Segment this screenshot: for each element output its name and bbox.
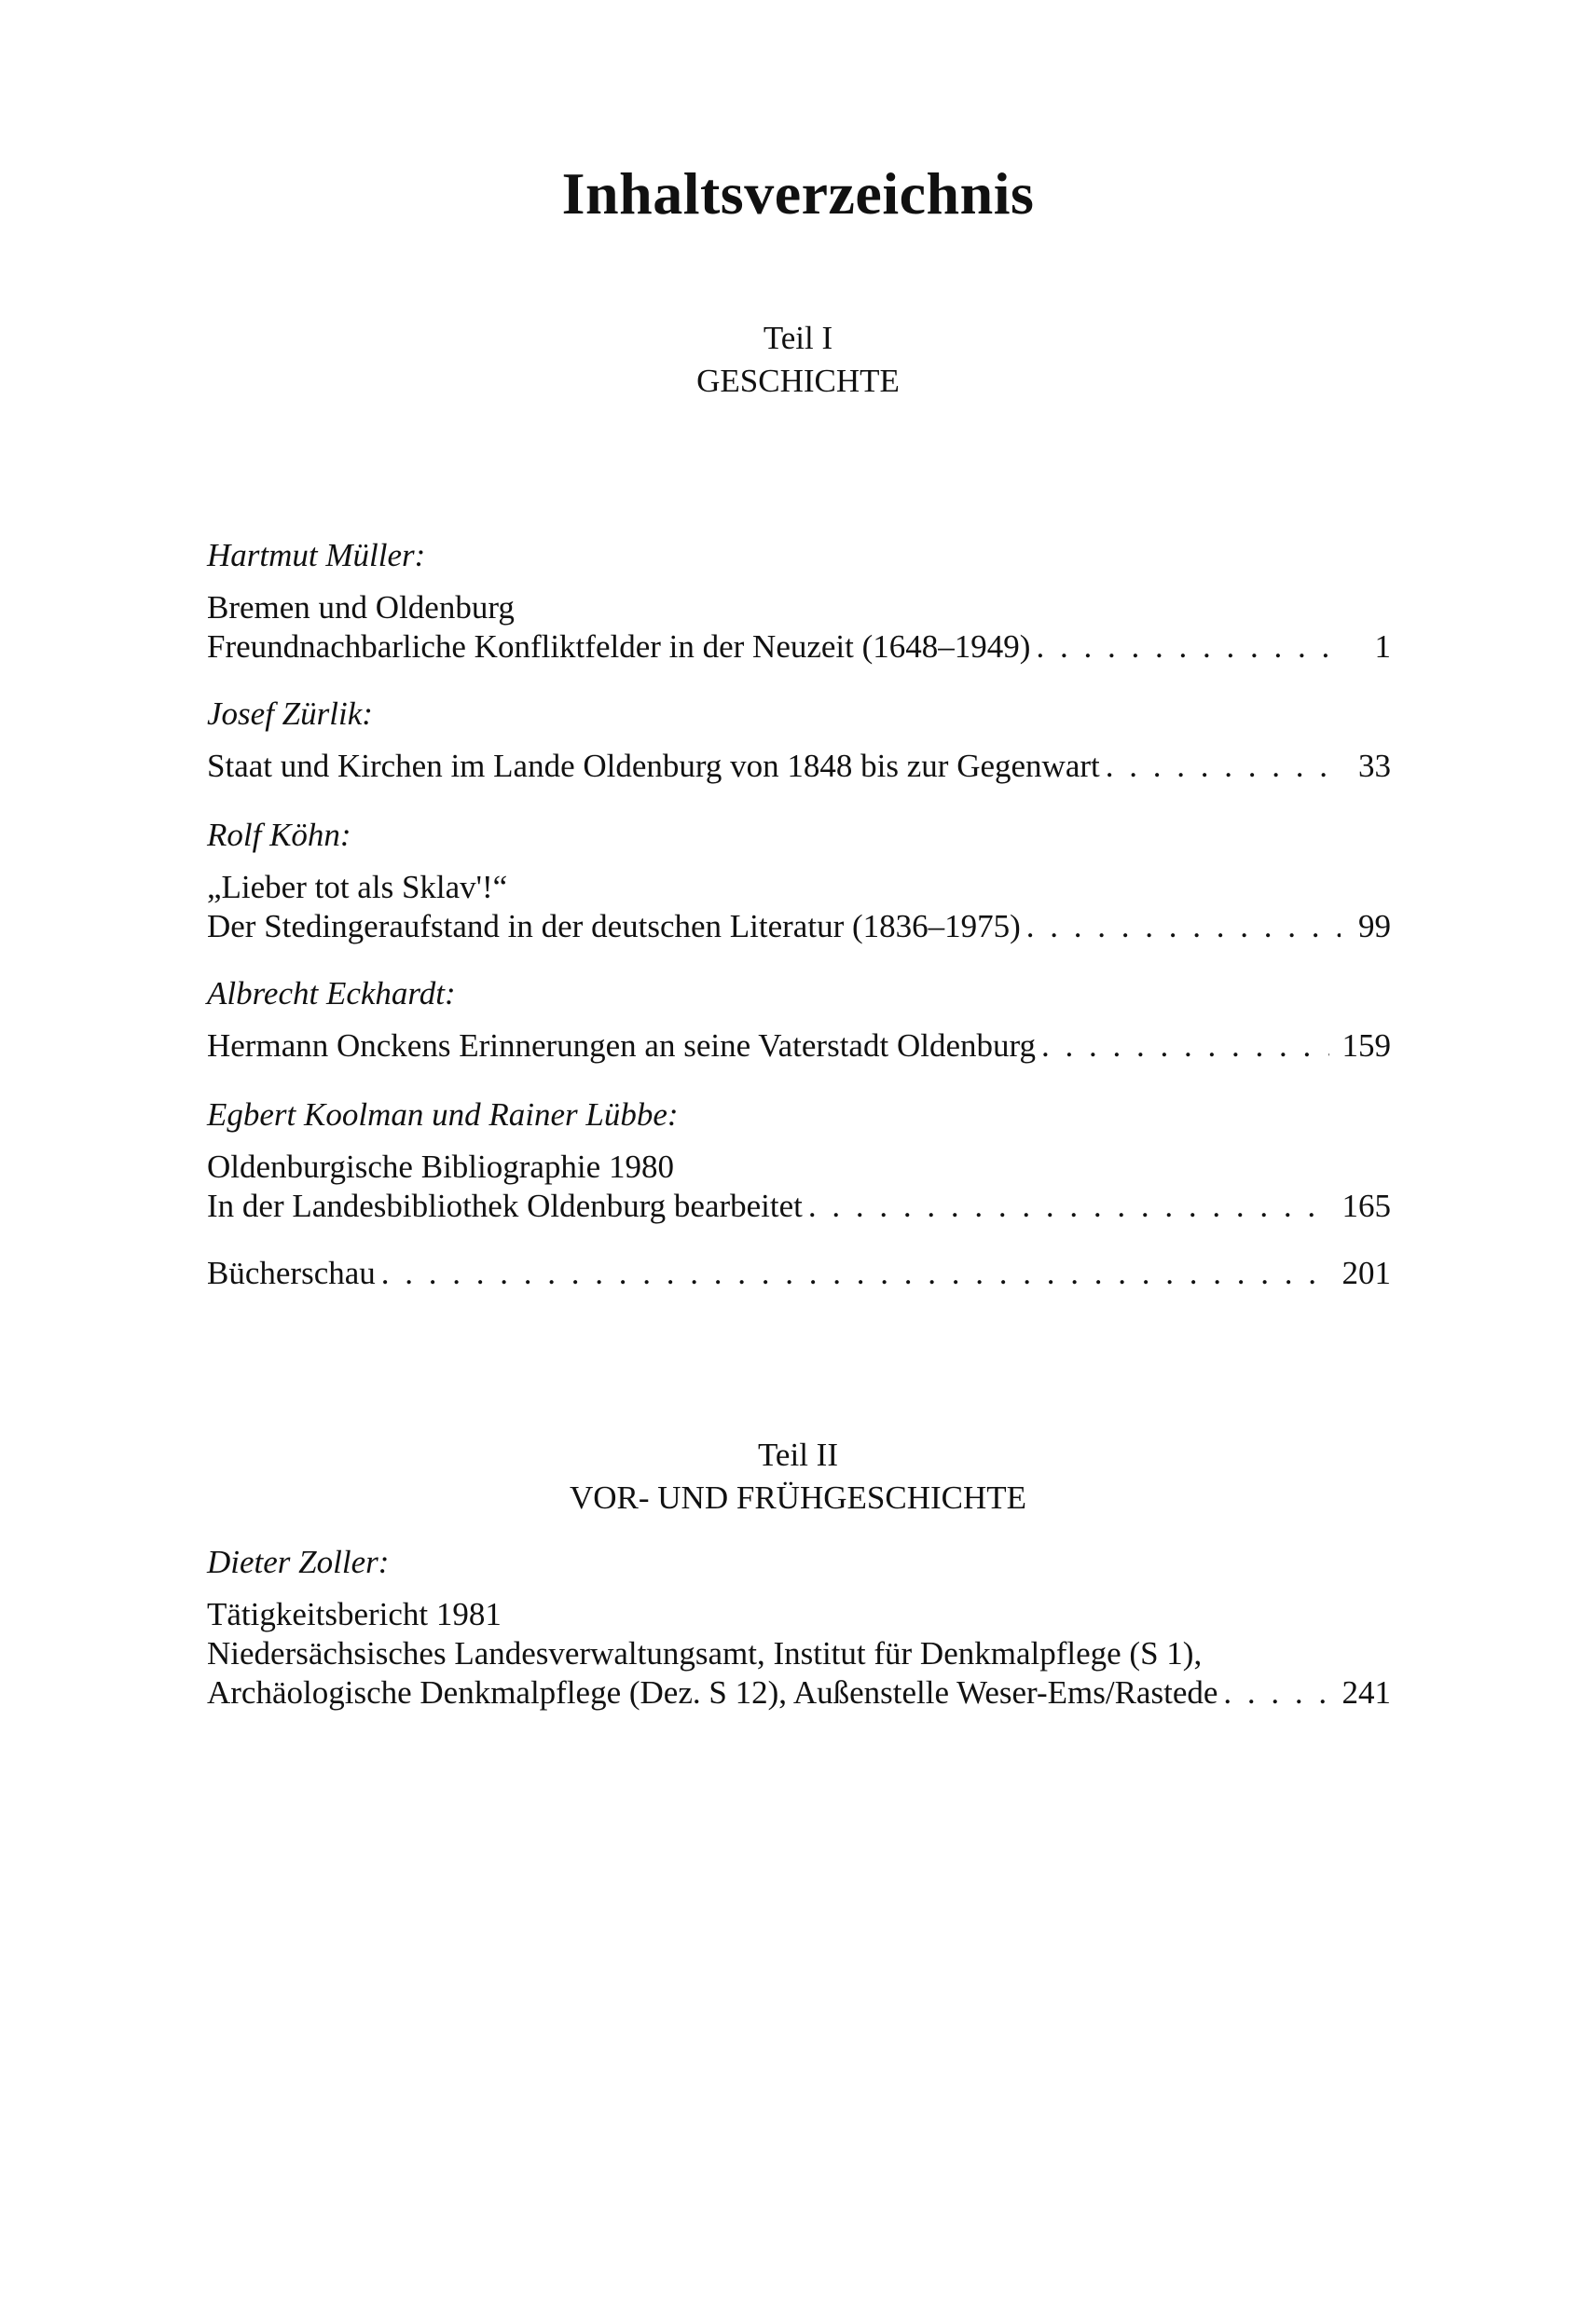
toc-line[interactable] [207,747,1391,786]
page-number: 159 [1341,1027,1391,1064]
entry-title-line: Bücherschau [207,1255,376,1291]
page-number: 33 [1358,748,1391,784]
dot-leader [381,1254,1329,1293]
toc-line[interactable] [207,907,1391,946]
toc-entry [207,1254,1391,1293]
page-number: 1 [1374,628,1391,665]
toc-entry [207,816,1391,946]
entry-title-line: Bremen und Oldenburg [207,589,515,626]
toc-entry [207,536,1391,667]
page-number: 201 [1341,1255,1391,1291]
page-number: 165 [1341,1188,1391,1224]
entry-author: Rolf Köhn: [207,817,351,853]
entry-title-line: „Lieber tot als Sklav'!“ [207,869,508,905]
dot-leader [1106,747,1341,786]
toc-entry [207,695,1391,786]
dot-leader [1036,627,1341,667]
part-name: GESCHICHTE [696,363,900,399]
entry-title-line: Niedersächsisches Landesverwaltungsamt, Institut für Denkmalpflege (S 1), [207,1635,1203,1672]
toc-line[interactable] [207,1187,1391,1226]
entry-title-line: Archäologische Denkmalpflege (Dez. S 12), Außenstelle Weser-Ems/Rastede [207,1674,1218,1711]
part-label: Teil II [758,1437,838,1473]
entry-author: Hartmut Müller: [207,537,426,573]
part-name: VOR- UND FRÜHGESCHICHTE [569,1479,1027,1516]
dot-leader [1026,907,1341,946]
entry-title-line: Hermann Onckens Erinnerungen an seine Vaterstadt Oldenburg [207,1027,1036,1064]
page-number: 99 [1358,908,1391,944]
entry-author: Josef Zürlik: [207,695,373,732]
toc-line[interactable] [207,627,1391,667]
entry-author: Albrecht Eckhardt: [207,975,456,1012]
toc-line[interactable] [207,1254,1391,1293]
page-title: Inhaltsverzeichnis [561,160,1035,227]
dot-leader [808,1187,1329,1226]
page-number: 241 [1341,1674,1391,1711]
entry-title-line: Freundnachbarliche Konfliktfelder in der Neuzeit (1648–1949) [207,628,1031,665]
entry-title-line: Tätigkeitsbericht 1981 [207,1596,502,1632]
entry-author: Egbert Koolman und Rainer Lübbe: [207,1096,679,1133]
entry-title-line: Oldenburgische Bibliographie 1980 [207,1149,674,1185]
toc-entry [207,974,1391,1066]
entry-title-line: Staat und Kirchen im Lande Oldenburg von 1848 bis zur Gegenwart [207,748,1100,784]
entry-title-line: Der Stedingeraufstand in der deutschen Literatur (1836–1975) [207,908,1021,944]
entry-author: Dieter Zoller: [207,1544,390,1580]
dot-leader [1223,1673,1328,1713]
toc-entry [207,1095,1391,1226]
toc-line[interactable] [207,1673,1391,1713]
part-label: Teil I [763,320,833,356]
entry-title-line: In der Landesbibliothek Oldenburg bearbeitet [207,1188,803,1224]
dot-leader [1041,1026,1329,1066]
part-heading-1 [0,317,1596,403]
part-heading-2 [0,1434,1596,1520]
toc-entry [207,1543,1391,1713]
toc-line[interactable] [207,1026,1391,1066]
